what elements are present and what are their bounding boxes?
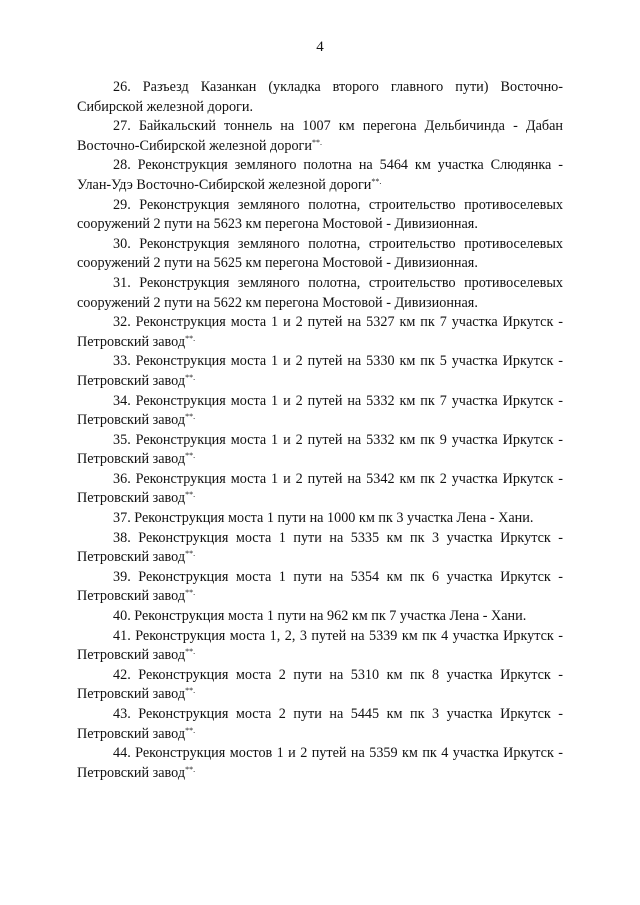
list-item	[77, 470, 563, 509]
footnote-mark: **.	[185, 333, 196, 343]
footnote-mark: **.	[185, 686, 196, 696]
footnote-mark: **.	[185, 588, 196, 598]
item-text: 33. Реконструкция моста 1 и 2 путей на 5330 км пк 5 участка Иркутск - Петровский завод	[77, 353, 563, 389]
list-item	[77, 78, 563, 117]
item-text: 42. Реконструкция моста 2 пути на 5310 км пк 8 участка Иркутск - Петровский завод	[77, 666, 563, 703]
list-item	[77, 607, 563, 627]
list-item	[77, 313, 563, 352]
item-text: 37. Реконструкция моста 1 пути на 1000 км пк 3 участка Лена - Хани.	[113, 510, 534, 527]
list-item	[77, 568, 563, 607]
item-text: 40. Реконструкция моста 1 пути на 962 км пк 7 участка Лена - Хани.	[113, 608, 527, 625]
item-text: 34. Реконструкция моста 1 и 2 путей на 5332 км пк 7 участка Иркутск - Петровский завод	[77, 392, 563, 429]
item-text: 43. Реконструкция моста 2 пути на 5445 км пк 3 участка Иркутск - Петровский завод	[77, 706, 563, 742]
item-text: 39. Реконструкция моста 1 пути на 5354 км пк 6 участка Иркутск - Петровский завод	[77, 568, 563, 605]
footnote-mark: **.	[185, 412, 196, 422]
footnote-mark: **.	[185, 725, 196, 735]
footnote-mark: **.	[185, 549, 196, 559]
item-text: 35. Реконструкция моста 1 и 2 путей на 5332 км пк 9 участка Иркутск - Петровский завод	[77, 431, 563, 468]
document-body	[77, 78, 563, 783]
list-item	[77, 117, 563, 156]
footnote-mark: **.	[371, 176, 382, 186]
list-item	[77, 196, 563, 235]
list-item	[77, 235, 563, 274]
item-text: 38. Реконструкция моста 1 пути на 5335 км пк 3 участка Иркутск - Петровский завод	[77, 529, 563, 566]
list-item	[77, 156, 563, 195]
item-text: 30. Реконструкция земляного полотна, строительство противоселевых сооружений 2 пути на 5625 км перегона Мостовой - Дивизионная.	[77, 235, 563, 272]
list-item	[77, 666, 563, 705]
list-item	[77, 529, 563, 568]
item-text: 28. Реконструкция земляного полотна на 5464 км участка Слюдянка - Улан-Удэ Восточно-Сибирской железной дороги	[77, 157, 563, 193]
list-item	[77, 352, 563, 391]
list-item	[77, 431, 563, 470]
footnote-mark: **.	[185, 764, 196, 774]
item-text: 29. Реконструкция земляного полотна, строительство противоселевых сооружений 2 пути на 5623 км перегона Мостовой - Дивизионная.	[77, 196, 563, 233]
list-item	[77, 627, 563, 666]
item-text: 44. Реконструкция мостов 1 и 2 путей на 5359 км пк 4 участка Иркутск - Петровский завод	[77, 745, 563, 781]
footnote-mark: **.	[185, 490, 196, 500]
item-text: 32. Реконструкция моста 1 и 2 путей на 5327 км пк 7 участка Иркутск - Петровский завод	[77, 314, 563, 350]
item-text: 26. Разъезд Казанкан (укладка второго главного пути) Восточно-Сибирской железной дороги.	[77, 79, 563, 115]
item-text: 27. Байкальский тоннель на 1007 км перегона Дельбичинда - Дабан Восточно-Сибирской железной дороги	[77, 118, 563, 154]
footnote-mark: **.	[185, 372, 196, 382]
item-text: 41. Реконструкция моста 1, 2, 3 путей на 5339 км пк 4 участка Иркутск - Петровский завод	[77, 627, 563, 664]
footnote-mark: **.	[185, 647, 196, 657]
item-text: 36. Реконструкция моста 1 и 2 путей на 5342 км пк 2 участка Иркутск - Петровский завод	[77, 470, 563, 507]
list-item	[77, 392, 563, 431]
page-number: 4	[316, 39, 324, 55]
list-item	[77, 509, 563, 529]
footnote-mark: **.	[185, 451, 196, 461]
list-item	[77, 274, 563, 313]
item-text: 31. Реконструкция земляного полотна, строительство противоселевых сооружений 2 пути на 5622 км перегона Мостовой - Дивизионная.	[77, 274, 563, 311]
list-item	[77, 705, 563, 744]
list-item	[77, 744, 563, 783]
footnote-mark: **.	[311, 137, 322, 147]
